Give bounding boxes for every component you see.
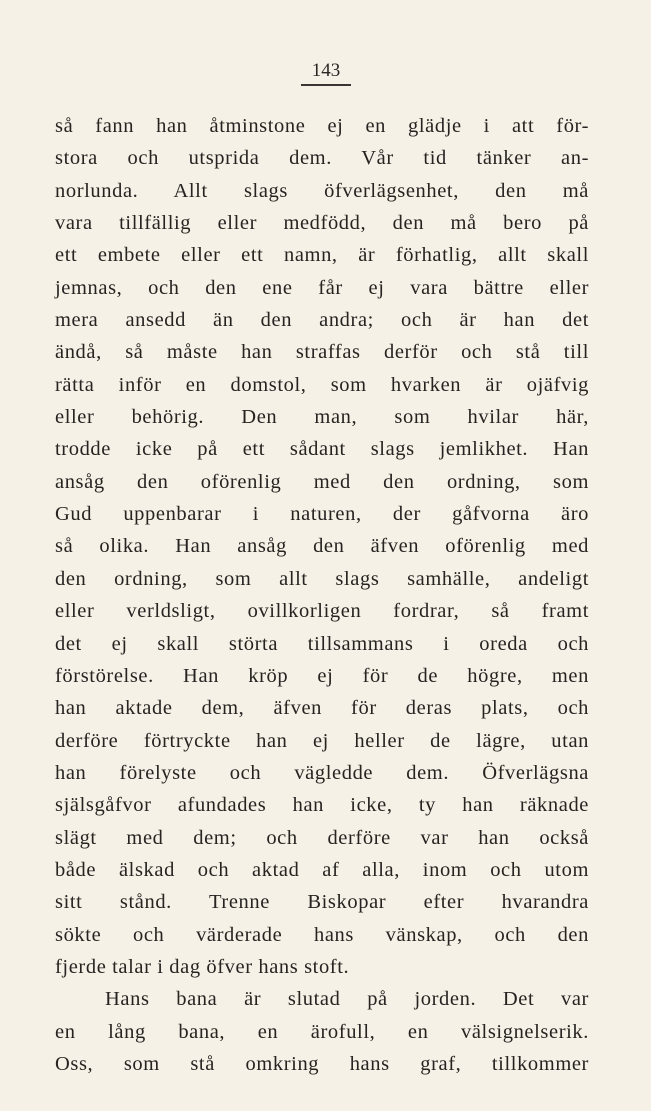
- text-line: norlunda. Allt slags öfverlägsenhet, den må: [55, 179, 589, 202]
- text-line: sökte och värderade hans vänskap, och den: [55, 923, 589, 946]
- text-line: förstörelse. Han kröp ej för de högre, men: [55, 664, 589, 687]
- text-line-paragraph-start: Hans bana är slutad på jorden. Det var: [105, 988, 589, 1011]
- text-line: slägt med dem; och derföre var han också: [55, 826, 589, 849]
- text-line: ändå, så måste han straffas derför och stå till: [55, 341, 589, 364]
- page-number-rule: [301, 84, 351, 86]
- text-line: fjerde talar i dag öfver hans stoft.: [55, 955, 350, 978]
- text-line: han förelyste och vägledde dem. Öfverlägsna: [55, 761, 589, 784]
- text-line: en lång bana, en ärofull, en välsignelserik.: [55, 1020, 589, 1043]
- text-line: stora och utsprida dem. Vår tid tänker an-: [55, 147, 589, 170]
- text-line: han aktade dem, äfven för deras plats, och: [55, 697, 589, 720]
- text-line: rätta inför en domstol, som hvarken är ojäfvig: [55, 373, 589, 396]
- text-line: jemnas, och den ene får ej vara bättre eller: [55, 276, 589, 299]
- text-line: själsgåfvor afundades han icke, ty han räknade: [55, 794, 589, 817]
- text-line: den ordning, som allt slags samhälle, andeligt: [55, 567, 589, 590]
- body-text: [55, 110, 589, 1080]
- text-line: ett embete eller ett namn, är förhatlig, allt skall: [55, 244, 589, 267]
- text-line: trodde icke på ett sådant slags jemlikhet. Han: [55, 438, 589, 461]
- text-line: mera ansedd än den andra; och är han det: [55, 309, 589, 332]
- text-line: eller verldsligt, ovillkorligen fordrar, så framt: [55, 600, 589, 623]
- text-line: derföre förtryckte han ej heller de lägre, utan: [55, 729, 589, 752]
- text-line: Gud uppenbarar i naturen, der gåfvorna äro: [55, 503, 589, 526]
- text-line: så fann han åtminstone ej en glädje i att för-: [55, 115, 589, 137]
- page-number: 143: [311, 60, 341, 81]
- text-line: vara tillfällig eller medfödd, den må bero på: [55, 212, 589, 235]
- text-line: ansåg den oförenlig med den ordning, som: [55, 470, 589, 493]
- text-line: så olika. Han ansåg den äfven oförenlig med: [55, 535, 589, 558]
- text-line: både älskad och aktad af alla, inom och utom: [55, 858, 589, 881]
- text-line: Oss, som stå omkring hans graf, tillkommer: [55, 1052, 589, 1075]
- text-line: det ej skall störta tillsammans i oreda och: [55, 632, 589, 655]
- text-line: sitt stånd. Trenne Biskopar efter hvarandra: [55, 891, 589, 914]
- text-line: eller behörig. Den man, som hvilar här,: [55, 406, 589, 429]
